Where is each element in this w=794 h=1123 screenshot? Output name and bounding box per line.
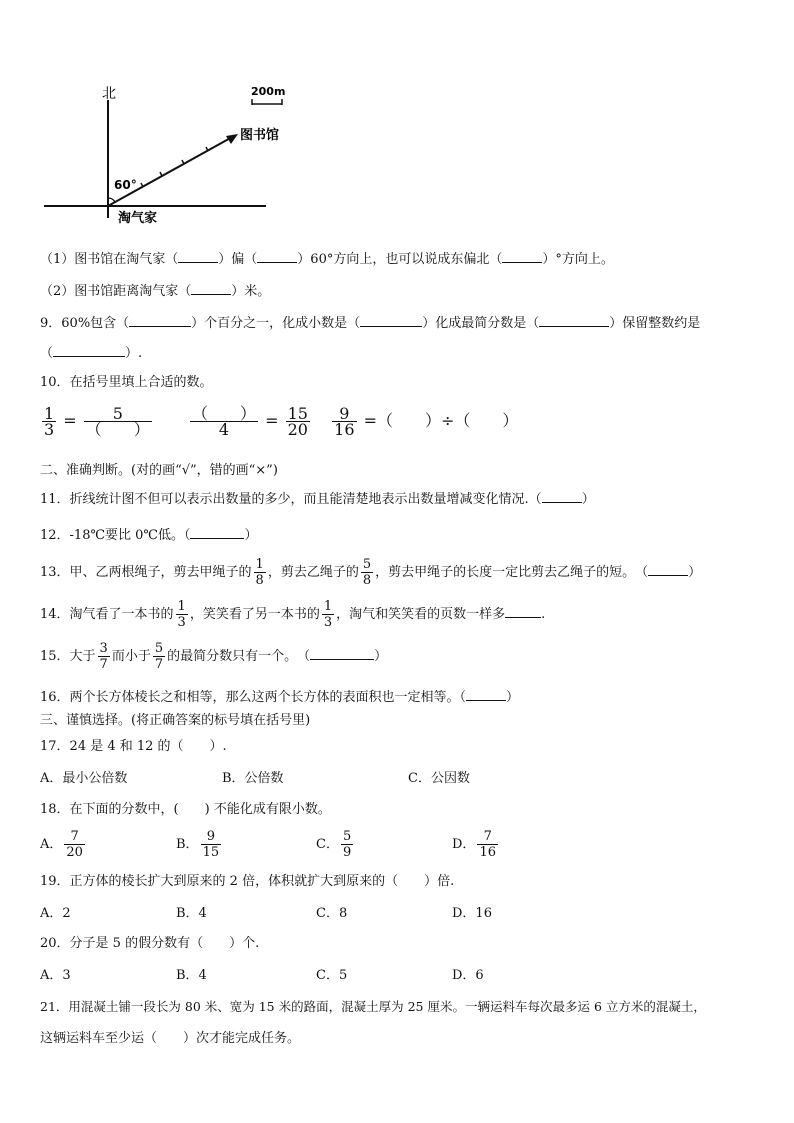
q15: 15．大于 $\frac{3}{7}$ 而小于 $\frac{5}{7}$ 的最简分数只有一个。 （ ） bbox=[40, 641, 388, 672]
q21-line1: 21．用混凝土铺一段长为 80 米、宽为 15 米的路面，混凝土厚为 25 厘米。一辆运料车每次最多运 6 立方米的混凝土， bbox=[40, 999, 706, 1014]
q8-sub2: （2）图书馆距离淘气家（ ）米。 bbox=[40, 280, 270, 301]
angle-arc bbox=[108, 198, 115, 202]
answer-blank[interactable] bbox=[542, 488, 582, 503]
q21-line2: 这辆运料车至少运（ ）次才能完成任务。 bbox=[40, 1031, 301, 1046]
direction-diagram bbox=[38, 78, 288, 228]
q17-option-a[interactable]: A．最小公倍数 bbox=[40, 771, 128, 786]
section-3-heading: 三、谨慎选择。(将正确答案的标号填在括号里) bbox=[40, 713, 311, 728]
q14: 14．淘气看了一本书的 $\frac{1}{3}$ ，笑笑看了另一本书的 $\frac{1}{3}$ ，淘气和笑笑看的页数一样多 . bbox=[40, 599, 546, 630]
q17-option-c[interactable]: C．公因数 bbox=[408, 771, 470, 786]
q20-option-d[interactable]: D．6 bbox=[452, 968, 484, 983]
fraction: $\frac{5}{( )}$ bbox=[85, 404, 150, 439]
fraction: $\frac{1}{8}$ bbox=[255, 557, 264, 588]
q20-stem: 20．分子是 5 的假分数有（ ）个. bbox=[40, 936, 260, 951]
q20-option-b[interactable]: B．4 bbox=[176, 968, 207, 983]
q19-option-d[interactable]: D．16 bbox=[452, 906, 492, 921]
q19-stem: 19．正方体的棱长扩大到原来的 2 倍，体积就扩大到原来的（ ）倍. bbox=[40, 874, 455, 889]
q17-option-b[interactable]: B．公倍数 bbox=[222, 771, 284, 786]
home-label: 淘气家 bbox=[118, 211, 158, 226]
q16: 16．两个长方体棱长之和相等，那么这两个长方体的表面积也一定相等。（ ） bbox=[40, 686, 519, 707]
q18-stem: 18．在下面的分数中，( ) 不能化成有限小数。 bbox=[40, 802, 331, 817]
q18-option-c[interactable]: C． $\frac{5}{9}$ bbox=[316, 829, 352, 860]
answer-blank[interactable] bbox=[648, 561, 688, 576]
q11: 11．折线统计图不但可以表示出数量的多少，而且能清楚地表示出数量增减变化情况.（ ） bbox=[40, 488, 595, 509]
fraction: $\frac{3}{7}$ bbox=[99, 641, 108, 672]
q9-line1: 9．60%包含（ ）个百分之一，化成小数是（ ）化成最简分数是（ ）保留整数约是 bbox=[40, 312, 700, 333]
scale-label: 200m bbox=[251, 85, 286, 98]
answer-blank[interactable] bbox=[190, 524, 244, 539]
answer-blank[interactable] bbox=[466, 686, 506, 701]
q19-option-a[interactable]: A．2 bbox=[40, 906, 71, 921]
q18-option-d[interactable]: D． $\frac{7}{16}$ bbox=[452, 829, 496, 860]
angle-label: 60° bbox=[114, 178, 137, 192]
fraction: $\frac{15}{20}$ bbox=[287, 404, 308, 439]
answer-blank[interactable] bbox=[360, 312, 422, 327]
answer-blank[interactable] bbox=[129, 312, 191, 327]
q19-option-c[interactable]: C．8 bbox=[316, 906, 348, 921]
q13: 13．甲、乙两根绳子，剪去甲绳子的 $\frac{1}{8}$ ，剪去乙绳子的 $\frac{5}{8}$ ，剪去甲绳子的长度一定比剪去乙绳子的短。 （ ） bbox=[40, 557, 702, 588]
q12: 12．-18℃要比 0℃低。（ ） bbox=[40, 524, 257, 545]
library-label: 图书馆 bbox=[240, 128, 280, 143]
q10-equations: $\frac{1}{3}$ = $\frac{5}{( )}$ $\frac{( )}{4}$ = $\frac{15}{20}$ $\frac{9}{16}$ =（ ）÷（ ） bbox=[44, 404, 519, 439]
answer-blank[interactable] bbox=[310, 645, 374, 660]
q18-option-b[interactable]: B． $\frac{9}{15}$ bbox=[176, 829, 220, 860]
north-label: 北 bbox=[102, 86, 116, 102]
q20-option-c[interactable]: C．5 bbox=[316, 968, 348, 983]
fraction: $\frac{1}{3}$ bbox=[323, 599, 333, 630]
q20-option-a[interactable]: A．3 bbox=[40, 968, 71, 983]
fraction: $\frac{1}{3}$ bbox=[177, 599, 186, 630]
fraction: $\frac{5}{8}$ bbox=[362, 557, 372, 588]
q18-option-a[interactable]: A． $\frac{7}{20}$ bbox=[40, 829, 83, 860]
answer-blank[interactable] bbox=[539, 312, 609, 327]
answer-blank[interactable] bbox=[502, 248, 542, 263]
q8-sub1: （1）图书馆在淘气家（ ）偏（ ）60°方向上，也可以说成东偏北（ ）°方向上。 bbox=[40, 248, 614, 269]
answer-blank[interactable] bbox=[53, 342, 125, 357]
library-direction-line bbox=[108, 136, 234, 206]
fraction: $\frac{9}{16}$ bbox=[334, 404, 355, 439]
answer-blank[interactable] bbox=[178, 248, 218, 263]
q17-stem: 17．24 是 4 和 12 的（ ）. bbox=[40, 739, 227, 754]
fraction: $\frac{( )}{4}$ bbox=[191, 404, 256, 439]
fraction: $\frac{1}{3}$ bbox=[44, 404, 55, 439]
fraction: $\frac{5}{7}$ bbox=[154, 641, 164, 672]
q9-line2: （ ）. bbox=[40, 342, 142, 363]
q19-option-b[interactable]: B．4 bbox=[176, 906, 207, 921]
tick-mark bbox=[182, 160, 184, 164]
q10-title: 10．在括号里填上合适的数。 bbox=[40, 375, 213, 390]
answer-blank[interactable] bbox=[505, 603, 541, 618]
answer-blank[interactable] bbox=[191, 280, 231, 295]
answer-blank[interactable] bbox=[257, 248, 297, 263]
tick-mark bbox=[160, 172, 162, 176]
section-2-heading: 二、准确判断。(对的画“√”，错的画“×”) bbox=[40, 463, 278, 478]
